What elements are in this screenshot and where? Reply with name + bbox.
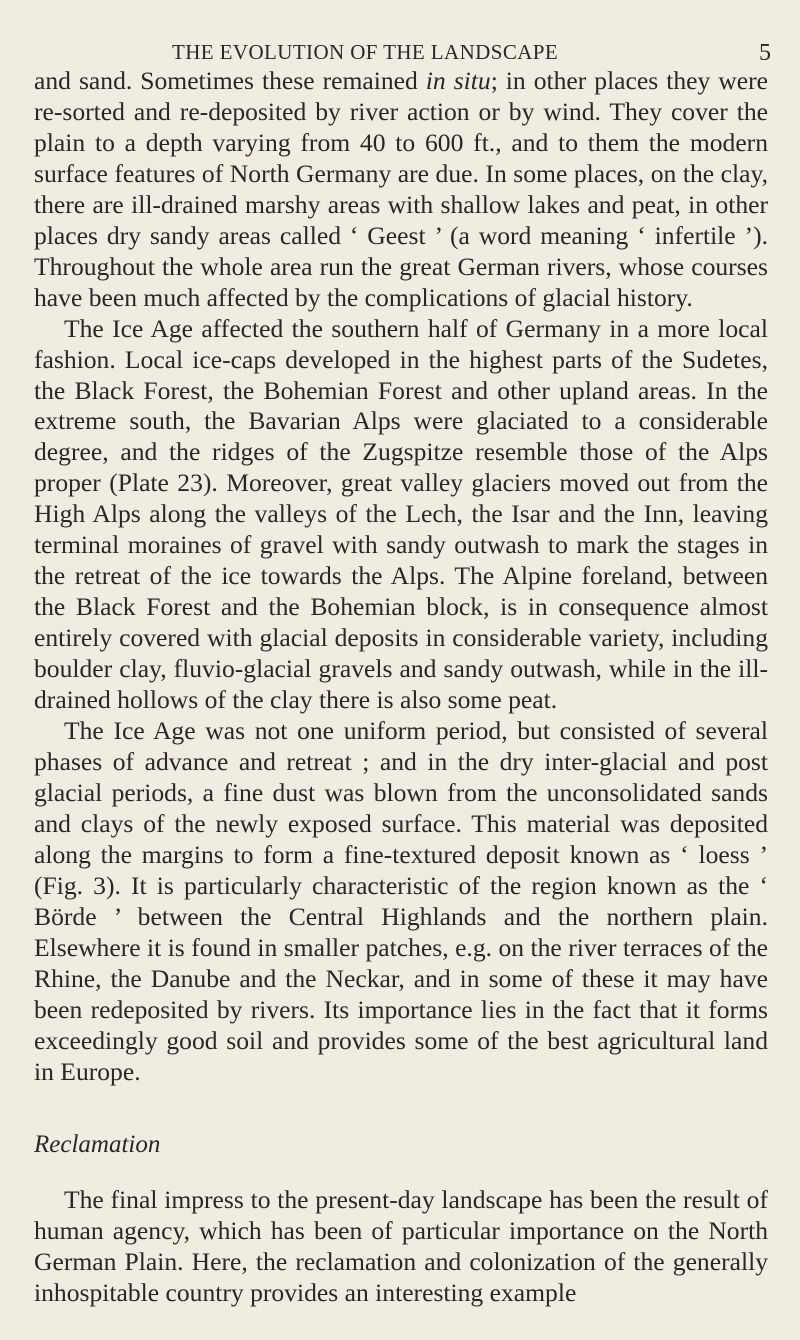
section-heading: Reclamation [34,1131,161,1159]
paragraph-ice-age-south: The Ice Age affected the southern half of Germany in a more local fashion. Local ice-caps developed in the highest parts of the Sudetes, the Black Forest, the Bohemian Forest and other upland areas. In the extreme south, the Bavarian Alps were glaciated to a considerable degree, and the ridges of the Zugspitze resemble those of the Alps proper (Plate 23). Moreover, great valley glaciers moved out from the High Alps along the valleys of the Lech, the Isar and the Inn, leaving terminal moraines of gravel with sandy outwash to mark the stages in the retreat of the ice towards the Alps. The Alpine foreland, between the Black Forest and the Bohemian block, is in consequence almost entirely covered with glacial deposits in considerable variety, including boulder clay, fluvio-glacial gravels and sandy outwash, while in the ill-drained hollows of the clay there is also some peat. [34,313,768,715]
running-head [0,30,800,64]
page-number: 5 [759,40,771,66]
paragraph-text: ; in other places they were re-sorted and re-deposited by river action or by wind. They cover the plain to a depth varying from 40 to 600 ft., and to them the modern surface features of North Germany are due. In some places, on the clay, there are ill-drained marshy areas with shallow lakes and peat, in other places dry sandy areas called ‘ Geest ’ (a word meaning ‘ infertile ’). Throughout the whole area run the great German rivers, whose courses have been much affected by the complications of glacial history. [34,66,768,312]
paragraph-continuation [34,66,768,314]
paragraph-text: and sand. Sometimes these remained [34,66,426,95]
italic-phrase: in situ [425,66,491,95]
paragraph-reclamation: The final impress to the present-day landscape has been the result of human agency, which has been of particular importance on the North German Plain. Here, the reclamation and colonization of the generally inhospitable country provides an interesting example [34,1185,768,1308]
body-text [34,66,768,1309]
paragraph-loess: The Ice Age was not one uniform period, but consisted of several phases of advance and retreat ; and in the dry inter-glacial and post glacial periods, a fine dust was blown from the unconsolidated sands and clays of the newly exposed surface. This material was deposited along the margins to form a fine-textured deposit known as ‘ loess ’ (Fig. 3). It is particularly characteristic of the region known as the ‘ Börde ’ between the Central Highlands and the northern plain. Elsewhere it is found in smaller patches, e.g. on the river terraces of the Rhine, the Danube and the Neckar, and in some of these it may have been redeposited by rivers. Its importance lies in the fact that it forms exceedingly good soil and provides some of the best agricultural land in Europe. [34,716,768,1086]
running-title: THE EVOLUTION OF THE LANDSCAPE [172,40,559,64]
